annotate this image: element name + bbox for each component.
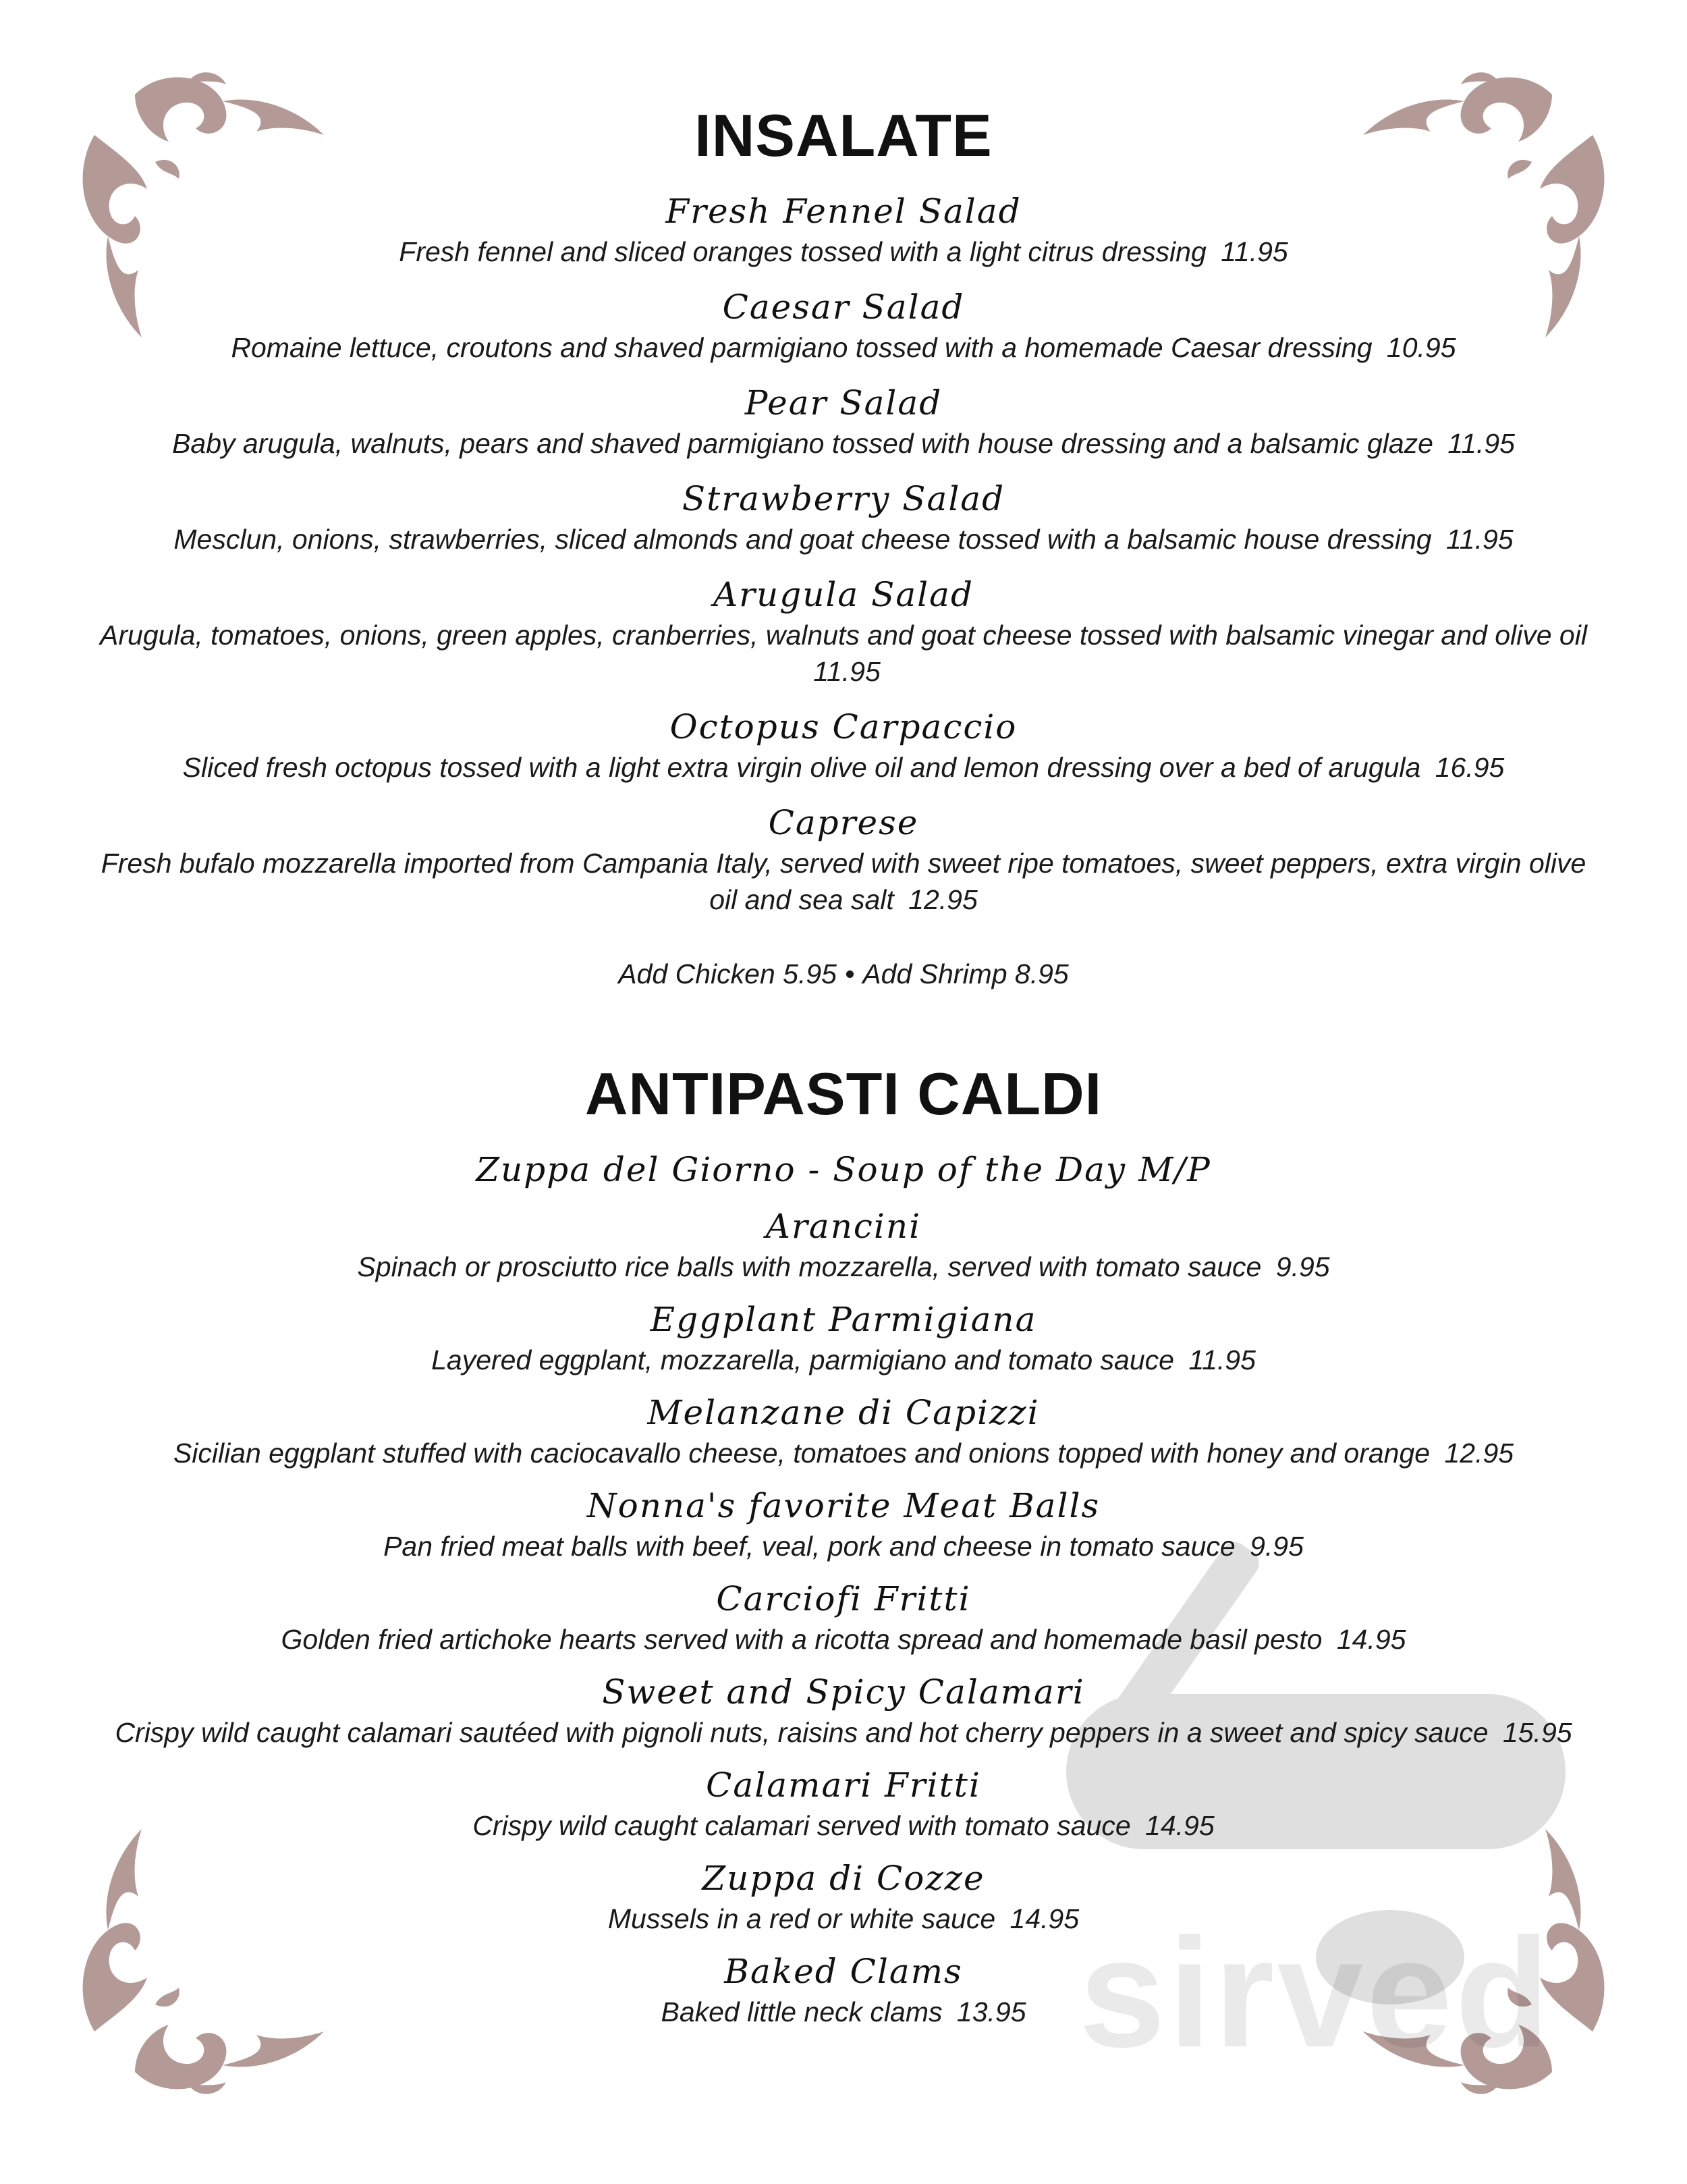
section-title-antipasti: ANTIPASTI CALDI [584, 1060, 1103, 1127]
menu-item [94, 1856, 1593, 1937]
salad-addons [0, 958, 1687, 990]
item-name: Eggplant Parmigiana [650, 1300, 1037, 1339]
item-name: Carciofi Fritti [716, 1579, 971, 1618]
item-price: 9.95 [1250, 1531, 1304, 1562]
menu-item [94, 705, 1593, 786]
add-shrimp-option: Add Shrimp 8.95 [862, 958, 1069, 989]
item-price: 9.95 [1275, 1251, 1330, 1282]
menu-item [94, 189, 1593, 270]
item-price: 11.95 [1188, 1344, 1256, 1375]
item-description: Layered eggplant, mozzarella, parmigiano and tomato sauce 11.95 [431, 1344, 1256, 1375]
watermark-text: sirved [1079, 1906, 1553, 2079]
menu-item [94, 476, 1593, 557]
item-name: Sweet and Spicy Calamari [602, 1672, 1085, 1712]
item-name: Baked Clams [724, 1952, 963, 1991]
item-description: Sliced fresh octopus tossed with a light extra virgin olive oil and lemon dressing over a bed of arugula 16.95 [182, 752, 1505, 783]
item-name: Nonna's favorite Meat Balls [586, 1486, 1101, 1525]
add-chicken-option: Add Chicken 5.95 [618, 958, 837, 989]
antipasti-item-list [94, 1147, 1593, 2042]
item-name: Arugula Salad [713, 575, 974, 614]
menu-item [94, 1763, 1593, 1844]
item-price: 14.95 [1336, 1624, 1406, 1655]
menu-item [94, 1670, 1593, 1751]
item-name: Melanzane di Capizzi [647, 1393, 1040, 1432]
item-description: Mesclun, onions, strawberries, sliced almonds and goat cheese tossed with a balsamic house dressing 11.95 [173, 524, 1514, 555]
item-price: 14.95 [1010, 1903, 1080, 1934]
item-price: 15.95 [1502, 1717, 1572, 1748]
section-title-insalate: INSALATE [694, 102, 993, 169]
item-description: Mussels in a red or white sauce 14.95 [607, 1903, 1080, 1934]
item-description: Fresh fennel and sliced oranges tossed with a light citrus dressing 11.95 [399, 236, 1288, 267]
item-description: Sicilian eggplant stuffed with caciocavallo cheese, tomatoes and onions topped with honey and orange 12.95 [173, 1438, 1514, 1469]
item-price: 13.95 [956, 1996, 1026, 2027]
item-description: Crispy wild caught calamari served with tomato sauce 14.95 [472, 1810, 1215, 1841]
item-name: Caesar Salad [722, 288, 965, 327]
item-price: 14.95 [1145, 1810, 1215, 1841]
item-name: Fresh Fennel Salad [665, 192, 1022, 231]
insalate-item-list [94, 189, 1593, 933]
menu-item [94, 572, 1593, 690]
item-description: Crispy wild caught calamari sautéed with pignoli nuts, raisins and hot cherry peppers in a sweet and spicy sauce 15.95 [115, 1717, 1572, 1748]
item-name: Arancini [765, 1207, 922, 1246]
item-price: 11.95 [1447, 428, 1515, 459]
menu-item [94, 1390, 1593, 1471]
item-name: Zuppa del Giorno - Soup of the Day M/P [476, 1150, 1211, 1189]
item-price: 11.95 [1446, 524, 1514, 555]
menu-item [94, 1949, 1593, 2030]
menu-item [94, 1147, 1593, 1192]
item-description: Golden fried artichoke hearts served with a ricotta spread and homemade basil pesto 14.95 [281, 1624, 1406, 1655]
menu-item [94, 1577, 1593, 1658]
item-price: 11.95 [1221, 236, 1288, 267]
item-price: 16.95 [1435, 752, 1505, 783]
item-description: Baked little neck clams 13.95 [661, 1996, 1026, 2027]
item-name: Strawberry Salad [682, 479, 1005, 518]
item-price: 12.95 [908, 884, 978, 915]
item-name: Pear Salad [744, 383, 943, 422]
item-description: Fresh bufalo mozzarella imported from Campania Italy, served with sweet ripe tomatoes, sweet peppers, extra virgin olive oil and sea salt 12.95 [101, 848, 1586, 915]
item-description: Romaine lettuce, croutons and shaved parmigiano tossed with a homemade Caesar dressing 10.95 [231, 332, 1456, 363]
item-description: Pan fried meat balls with beef, veal, pork and cheese in tomato sauce 9.95 [383, 1531, 1304, 1562]
menu-item [94, 285, 1593, 366]
item-name: Octopus Carpaccio [669, 707, 1018, 746]
menu-item [94, 1483, 1593, 1564]
item-price: 10.95 [1386, 332, 1456, 363]
addon-separator: • [844, 958, 855, 989]
menu-item [94, 1204, 1593, 1285]
item-price: 12.95 [1444, 1438, 1514, 1469]
item-name: Zuppa di Cozze [702, 1859, 985, 1898]
menu-item [94, 800, 1593, 918]
item-description: Spinach or prosciutto rice balls with mozzarella, served with tomato sauce 9.95 [357, 1251, 1330, 1282]
item-description: Baby arugula, walnuts, pears and shaved parmigiano tossed with house dressing and a balsamic glaze 11.95 [172, 428, 1515, 459]
item-description: Arugula, tomatoes, onions, green apples, cranberries, walnuts and goat cheese tossed with balsamic vinegar and olive oil 11.95 [100, 620, 1587, 687]
item-name: Calamari Fritti [706, 1766, 981, 1805]
item-price: 11.95 [813, 656, 881, 687]
menu-item [94, 1297, 1593, 1378]
menu-item [94, 381, 1593, 462]
item-name: Caprese [768, 803, 919, 842]
